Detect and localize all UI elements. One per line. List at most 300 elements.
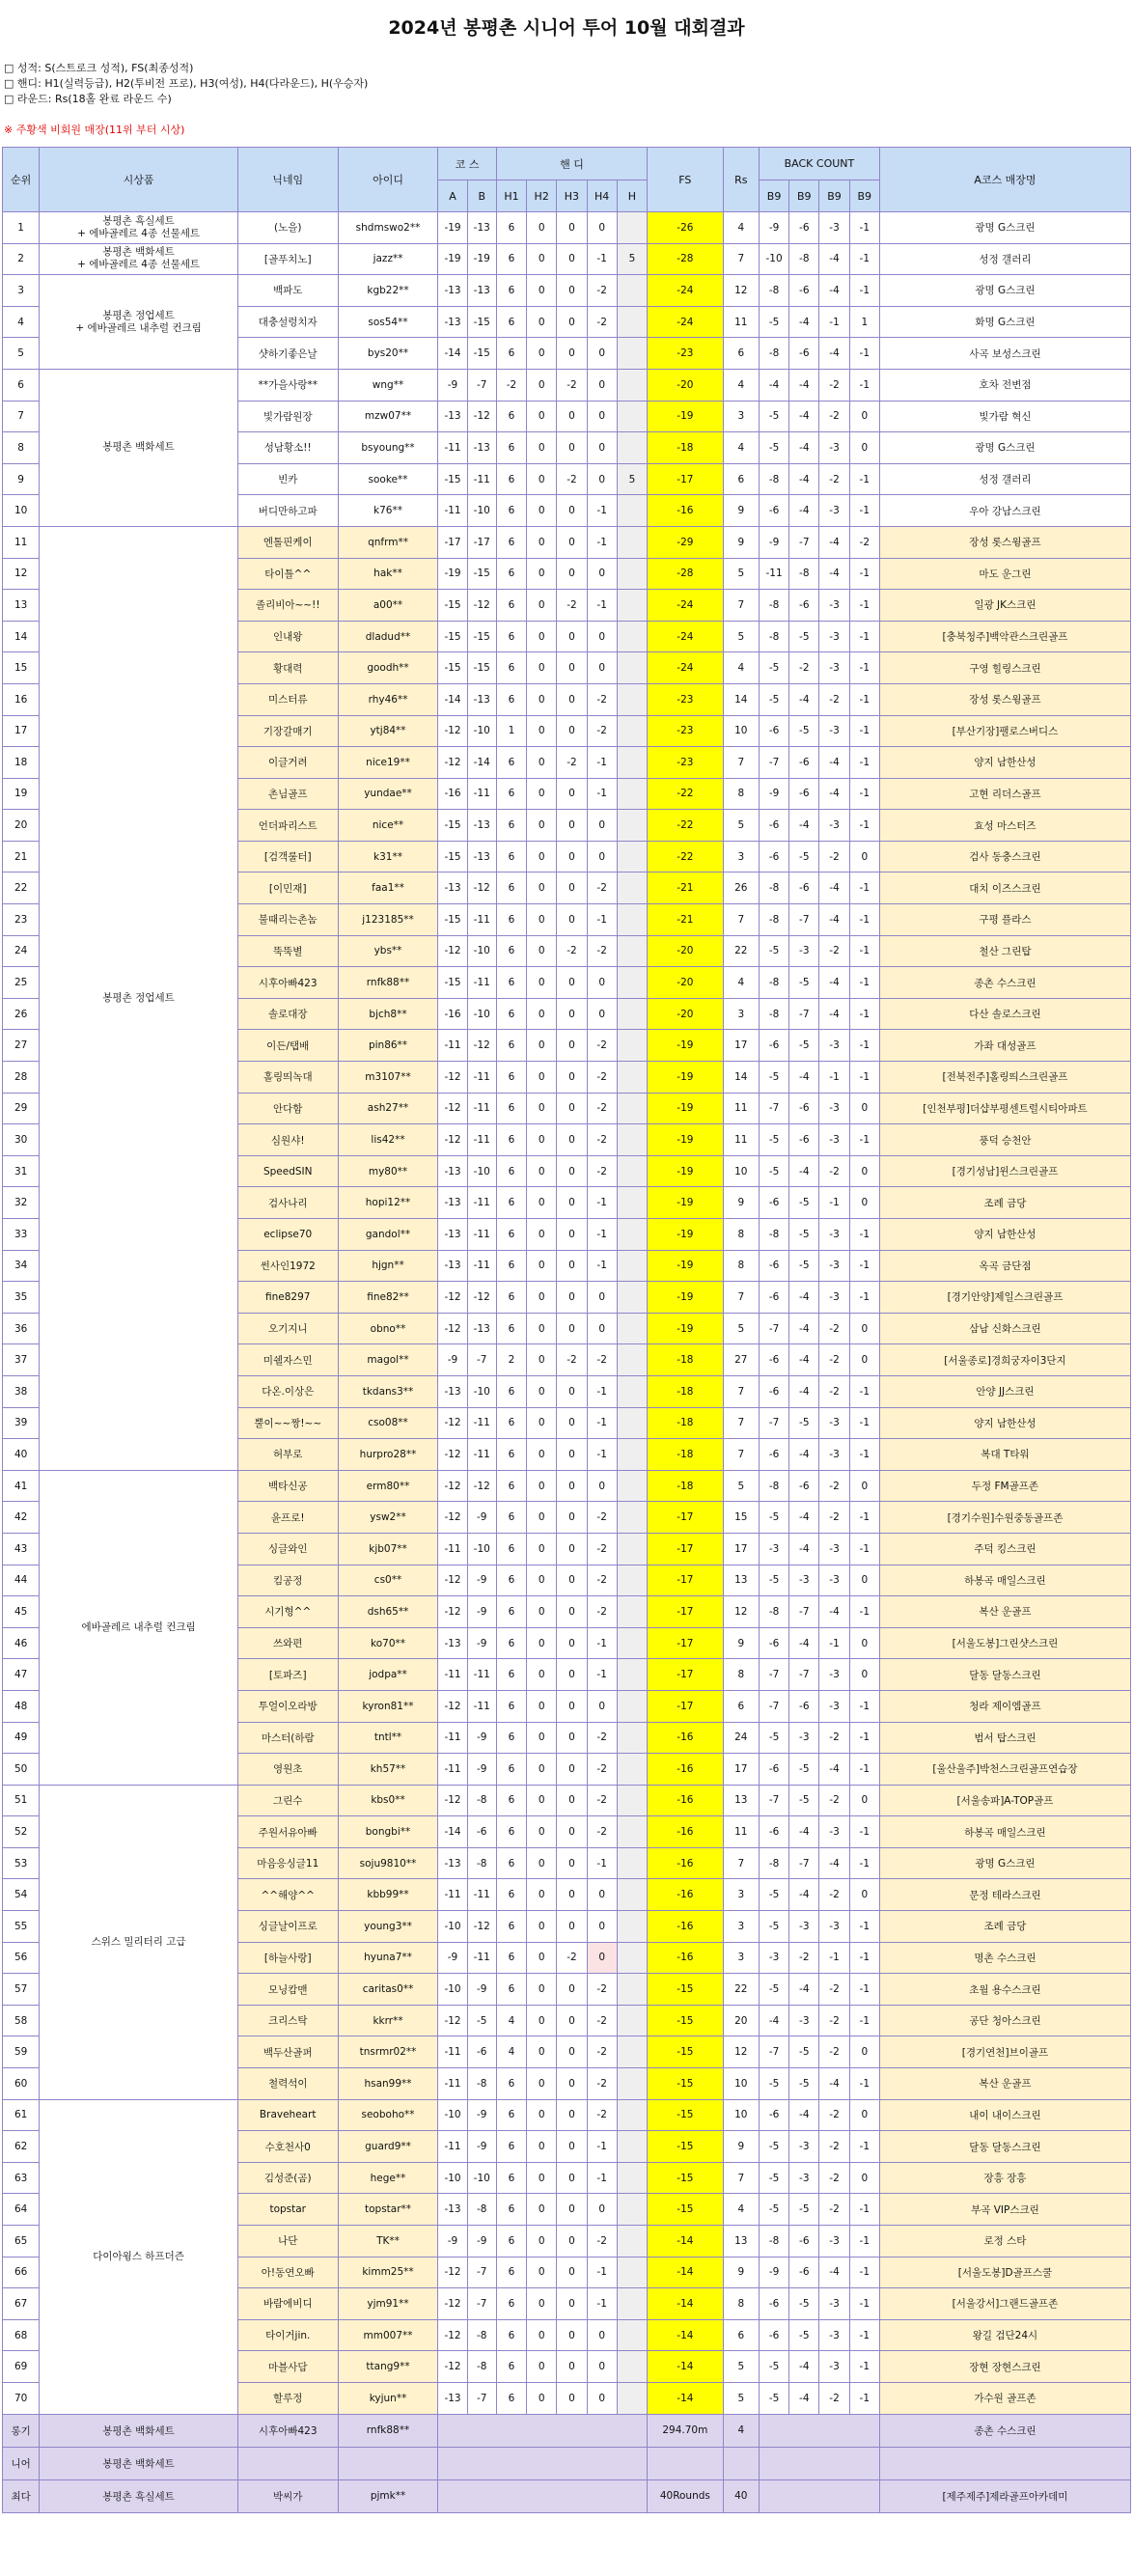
cell-a: -13	[438, 306, 467, 338]
cell-b: -15	[467, 558, 496, 590]
cell-a: -13	[438, 1155, 467, 1187]
cell-b9-2: -8	[789, 558, 819, 590]
cell-id: topstar**	[338, 2194, 438, 2226]
cell-h2: 0	[527, 1754, 557, 1786]
cell-id: kbs0**	[338, 1785, 438, 1816]
cell-b9-2: -4	[789, 1439, 819, 1471]
cell-h3: 0	[557, 621, 587, 652]
cell-rs: 3	[723, 998, 759, 1030]
cell-b: -10	[467, 2162, 496, 2194]
cell-a: -12	[438, 1596, 467, 1628]
cell-h3: 0	[557, 904, 587, 936]
cell-b9-4: 0	[849, 2036, 879, 2068]
cell-rs: 3	[723, 1879, 759, 1911]
cell-h3: 0	[557, 841, 587, 873]
cell-fs: -15	[648, 2068, 724, 2100]
cell-id: cs0**	[338, 1565, 438, 1596]
cell-h1: 6	[496, 1187, 526, 1219]
cell-id: goodh**	[338, 652, 438, 684]
award-fs: 40Rounds	[648, 2479, 724, 2512]
cell-nick: 쓰와편	[237, 1627, 338, 1659]
cell-h3: -2	[557, 463, 587, 495]
cell-id: dsh65**	[338, 1596, 438, 1628]
cell-h	[617, 526, 647, 558]
cell-id: nice19**	[338, 747, 438, 779]
cell-fs: -19	[648, 1030, 724, 1062]
cell-store: 양지 남한산성	[879, 747, 1130, 779]
cell-id: bys20**	[338, 338, 438, 370]
cell-b9-2: -4	[789, 2099, 819, 2131]
cell-rs: 7	[723, 1375, 759, 1407]
cell-h	[617, 810, 647, 842]
cell-rs: 9	[723, 1187, 759, 1219]
cell-store: [인천부평]더샵부평센트럴시티아파트	[879, 1093, 1130, 1124]
cell-nick: 김성준(곰)	[237, 2162, 338, 2194]
cell-h2: 0	[527, 1375, 557, 1407]
cell-b9-4: -1	[849, 873, 879, 904]
cell-b9-4: 0	[849, 1785, 879, 1816]
cell-fs: -15	[648, 2131, 724, 2163]
cell-h2: 0	[527, 873, 557, 904]
cell-b9-4: -1	[849, 621, 879, 652]
cell-h	[617, 935, 647, 967]
cell-a: -14	[438, 1816, 467, 1848]
cell-h4: 0	[587, 558, 617, 590]
cell-h1: 6	[496, 526, 526, 558]
cell-nick: 빈카	[237, 463, 338, 495]
legend-round: □ 라운드: Rs(18홀 완료 라운드 수)	[4, 93, 172, 105]
cell-b: -9	[467, 2226, 496, 2257]
cell-id: young3**	[338, 1911, 438, 1943]
cell-h	[617, 1816, 647, 1848]
cell-rank: 30	[3, 1124, 40, 1156]
cell-nick: 크리스탁	[237, 2005, 338, 2036]
cell-b: -13	[467, 841, 496, 873]
cell-rank: 4	[3, 306, 40, 338]
award-label: 니어	[3, 2447, 40, 2479]
cell-b9-1: -9	[759, 778, 788, 810]
cell-h4: -1	[587, 495, 617, 527]
cell-store: 풍덕 승천안	[879, 1124, 1130, 1156]
cell-b9-1: -4	[759, 369, 788, 401]
cell-b: -13	[467, 212, 496, 244]
cell-a: -10	[438, 1974, 467, 2006]
cell-h4: -2	[587, 1785, 617, 1816]
award-blank	[759, 2447, 879, 2479]
cell-nick: topstar	[237, 2194, 338, 2226]
cell-h2: 0	[527, 1942, 557, 1974]
cell-h4: -2	[587, 2099, 617, 2131]
cell-rs: 5	[723, 621, 759, 652]
cell-nick: 졸리비아~~!!	[237, 590, 338, 622]
cell-rank: 24	[3, 935, 40, 967]
prize-group: 봉평촌 정업세트	[40, 526, 238, 1470]
cell-b9-3: -2	[819, 1155, 849, 1187]
cell-nick: (노을)	[237, 212, 338, 244]
cell-b9-4: 0	[849, 1093, 879, 1124]
cell-nick: 대충설렁치자	[237, 306, 338, 338]
cell-store: 장현 장현스크린	[879, 2351, 1130, 2383]
cell-h	[617, 2099, 647, 2131]
cell-rank: 44	[3, 1565, 40, 1596]
cell-b9-3: -4	[819, 1847, 849, 1879]
cell-b9-3: -2	[819, 1722, 849, 1754]
cell-b9-4: 0	[849, 2099, 879, 2131]
cell-rank: 61	[3, 2099, 40, 2131]
cell-b9-3: -4	[819, 1596, 849, 1628]
cell-b9-4: -1	[849, 715, 879, 747]
cell-h	[617, 558, 647, 590]
cell-fs: -15	[648, 2005, 724, 2036]
cell-h1: 6	[496, 1407, 526, 1439]
cell-nick: 불때리는촌놈	[237, 904, 338, 936]
cell-rank: 60	[3, 2068, 40, 2100]
cell-store: [전북전주]홀링띄스크린골프	[879, 1062, 1130, 1094]
cell-rs: 12	[723, 275, 759, 307]
cell-b9-3: -3	[819, 2288, 849, 2320]
cell-h4: -2	[587, 1565, 617, 1596]
cell-id: m3107**	[338, 1062, 438, 1094]
cell-b: -9	[467, 1974, 496, 2006]
cell-b9-2: -5	[789, 1250, 819, 1282]
cell-h4: -2	[587, 873, 617, 904]
cell-a: -12	[438, 2319, 467, 2351]
cell-rs: 4	[723, 652, 759, 684]
cell-h2: 0	[527, 401, 557, 432]
cell-h	[617, 2131, 647, 2163]
cell-b9-2: -4	[789, 1816, 819, 1848]
cell-b9-3: -4	[819, 526, 849, 558]
cell-h4: -1	[587, 2288, 617, 2320]
cell-b9-3: -4	[819, 904, 849, 936]
col-a: A	[438, 180, 467, 212]
cell-b9-2: -5	[789, 2319, 819, 2351]
cell-h2: 0	[527, 998, 557, 1030]
cell-a: -12	[438, 747, 467, 779]
cell-id: bjch8**	[338, 998, 438, 1030]
cell-b9-2: -5	[789, 2036, 819, 2068]
table-row	[3, 275, 1131, 307]
cell-a: -15	[438, 810, 467, 842]
cell-b9-1: -8	[759, 904, 788, 936]
cell-h2: 0	[527, 1344, 557, 1376]
cell-fs: -16	[648, 1816, 724, 1848]
cell-h2: 0	[527, 683, 557, 715]
cell-id: kbb99**	[338, 1879, 438, 1911]
cell-fs: -29	[648, 526, 724, 558]
cell-rs: 3	[723, 841, 759, 873]
cell-fs: -15	[648, 2162, 724, 2194]
col-fs: FS	[648, 148, 724, 212]
cell-h4: -2	[587, 1596, 617, 1628]
prize-group: 봉평촌 흑실세트 + 에바골레르 4종 선물세트	[40, 212, 238, 244]
cell-b: -8	[467, 1785, 496, 1816]
cell-h	[617, 2319, 647, 2351]
cell-h	[617, 1219, 647, 1251]
cell-h1: 6	[496, 998, 526, 1030]
cell-b9-2: -4	[789, 306, 819, 338]
cell-id: j123185**	[338, 904, 438, 936]
cell-b9-1: -6	[759, 1344, 788, 1376]
cell-rank: 21	[3, 841, 40, 873]
cell-b9-1: -8	[759, 275, 788, 307]
cell-h1: 4	[496, 2005, 526, 2036]
cell-b9-4: -1	[849, 1282, 879, 1314]
cell-id: nice**	[338, 810, 438, 842]
cell-a: -11	[438, 2068, 467, 2100]
cell-b9-4: 0	[849, 1627, 879, 1659]
cell-store: 검사 동충스크린	[879, 841, 1130, 873]
cell-id: wng**	[338, 369, 438, 401]
cell-fs: -16	[648, 1754, 724, 1786]
cell-rs: 10	[723, 2068, 759, 2100]
cell-h	[617, 1942, 647, 1974]
cell-b9-2: -4	[789, 1344, 819, 1376]
cell-a: -12	[438, 2288, 467, 2320]
cell-h4: -2	[587, 683, 617, 715]
cell-h3: 0	[557, 243, 587, 275]
cell-nick: eclipse70	[237, 1219, 338, 1251]
cell-fs: -17	[648, 1627, 724, 1659]
cell-b9-1: -5	[759, 935, 788, 967]
cell-b9-2: -6	[789, 212, 819, 244]
cell-rs: 11	[723, 306, 759, 338]
cell-a: -11	[438, 2131, 467, 2163]
cell-rs: 4	[723, 369, 759, 401]
cell-b9-4: -1	[849, 998, 879, 1030]
cell-b: -15	[467, 621, 496, 652]
cell-id: yundae**	[338, 778, 438, 810]
cell-rs: 27	[723, 1344, 759, 1376]
cell-id: dladud**	[338, 621, 438, 652]
cell-b9-3: -2	[819, 2162, 849, 2194]
results-table	[2, 147, 1131, 2513]
cell-b9-4: -1	[849, 1722, 879, 1754]
cell-b: -13	[467, 810, 496, 842]
cell-store: 장성 롯스윙골프	[879, 683, 1130, 715]
cell-store: [부산기장]팰로스버디스	[879, 715, 1130, 747]
cell-b9-1: -5	[759, 683, 788, 715]
cell-h3: 0	[557, 1596, 587, 1628]
cell-fs: -17	[648, 1533, 724, 1565]
cell-h4: 0	[587, 463, 617, 495]
cell-b9-2: -4	[789, 1627, 819, 1659]
cell-nick: 검사나리	[237, 1187, 338, 1219]
cell-b9-4: -1	[849, 275, 879, 307]
cell-h	[617, 590, 647, 622]
cell-b9-2: -5	[789, 1030, 819, 1062]
cell-b9-3: -3	[819, 715, 849, 747]
cell-nick: 이글거려	[237, 747, 338, 779]
cell-h	[617, 747, 647, 779]
cell-id: erm80**	[338, 1470, 438, 1502]
cell-store: 일광 JK스크린	[879, 590, 1130, 622]
cell-rank: 52	[3, 1816, 40, 1848]
cell-rank: 47	[3, 1659, 40, 1691]
cell-store: 대치 이즈스크린	[879, 873, 1130, 904]
cell-b9-3: -1	[819, 1942, 849, 1974]
cell-rs: 6	[723, 1690, 759, 1722]
cell-h2: 0	[527, 1533, 557, 1565]
cell-store: 달동 달동스크린	[879, 2131, 1130, 2163]
cell-h2: 0	[527, 621, 557, 652]
cell-h1: 6	[496, 2131, 526, 2163]
cell-b9-3: -4	[819, 778, 849, 810]
award-blank	[438, 2414, 648, 2447]
cell-id: rnfk88**	[338, 967, 438, 999]
cell-h3: 0	[557, 715, 587, 747]
cell-b9-1: -8	[759, 621, 788, 652]
cell-h4: 0	[587, 621, 617, 652]
cell-fs: -24	[648, 621, 724, 652]
cell-b: -11	[467, 1439, 496, 1471]
cell-rank: 33	[3, 1219, 40, 1251]
cell-id: bongbi**	[338, 1816, 438, 1848]
cell-h1: 6	[496, 904, 526, 936]
cell-h2: 0	[527, 243, 557, 275]
cell-nick: [하늘사랑]	[237, 1942, 338, 1974]
cell-fs: -22	[648, 841, 724, 873]
cell-fs: -17	[648, 1596, 724, 1628]
cell-nick: 썬사인1972	[237, 1250, 338, 1282]
cell-rank: 34	[3, 1250, 40, 1282]
cell-h	[617, 212, 647, 244]
col-nick: 닉네임	[237, 148, 338, 212]
cell-b9-3: -4	[819, 1754, 849, 1786]
cell-b9-1: -5	[759, 1502, 788, 1534]
cell-rs: 4	[723, 2194, 759, 2226]
cell-h4: -2	[587, 275, 617, 307]
cell-fs: -19	[648, 1124, 724, 1156]
cell-b: -14	[467, 747, 496, 779]
cell-b: -5	[467, 2005, 496, 2036]
cell-rank: 69	[3, 2351, 40, 2383]
cell-nick: [토파즈]	[237, 1659, 338, 1691]
cell-id: tkdans3**	[338, 1375, 438, 1407]
cell-a: -14	[438, 338, 467, 370]
cell-rs: 8	[723, 1659, 759, 1691]
cell-b9-2: -2	[789, 1942, 819, 1974]
cell-b9-1: -5	[759, 1722, 788, 1754]
cell-id: ybs**	[338, 935, 438, 967]
cell-b9-3: -4	[819, 967, 849, 999]
cell-h3: -2	[557, 935, 587, 967]
cell-a: -12	[438, 1062, 467, 1094]
prize-group: 에바골레르 내추럴 컨크림	[40, 1470, 238, 1785]
cell-b9-3: -3	[819, 1282, 849, 1314]
cell-a: -13	[438, 1847, 467, 1879]
cell-store: 고현 리더스골프	[879, 778, 1130, 810]
cell-a: -9	[438, 1344, 467, 1376]
cell-b9-2: -5	[789, 1754, 819, 1786]
cell-rank: 57	[3, 1974, 40, 2006]
legend-handicap: □ 핸디: H1(실력등급), H2(투비전 프로), H3(여성), H4(다라운드), H(우승자)	[4, 77, 369, 90]
cell-b9-2: -3	[789, 2005, 819, 2036]
cell-h1: 6	[496, 306, 526, 338]
cell-nick: 싱글날이프로	[237, 1911, 338, 1943]
col-prize: 시상품	[40, 148, 238, 212]
cell-h2: 0	[527, 212, 557, 244]
cell-h4: 0	[587, 2319, 617, 2351]
cell-b: -11	[467, 1250, 496, 1282]
cell-fs: -14	[648, 2382, 724, 2414]
cell-store: [울산울주]박천스크린골프연습장	[879, 1754, 1130, 1786]
cell-b9-2: -6	[789, 1470, 819, 1502]
cell-rs: 10	[723, 715, 759, 747]
cell-rank: 38	[3, 1375, 40, 1407]
cell-rank: 8	[3, 432, 40, 464]
cell-h3: -2	[557, 1344, 587, 1376]
cell-h2: 0	[527, 1062, 557, 1094]
legend-score: □ 성적: S(스트로크 성적), FS(최종성적)	[4, 62, 194, 74]
cell-rs: 4	[723, 432, 759, 464]
cell-b: -12	[467, 401, 496, 432]
cell-store: 구영 힐링스크린	[879, 652, 1130, 684]
cell-fs: -16	[648, 1879, 724, 1911]
cell-b9-1: -7	[759, 1785, 788, 1816]
cell-a: -12	[438, 2257, 467, 2288]
cell-rank: 53	[3, 1847, 40, 1879]
cell-rs: 8	[723, 1250, 759, 1282]
cell-b: -12	[467, 1470, 496, 1502]
cell-b9-4: 0	[849, 1155, 879, 1187]
cell-h	[617, 2005, 647, 2036]
cell-h2: 0	[527, 935, 557, 967]
cell-rank: 1	[3, 212, 40, 244]
cell-rs: 26	[723, 873, 759, 904]
cell-id: kyron81**	[338, 1690, 438, 1722]
cell-b: -9	[467, 1502, 496, 1534]
cell-h1: 1	[496, 715, 526, 747]
cell-rs: 17	[723, 1030, 759, 1062]
cell-h4: -1	[587, 1659, 617, 1691]
award-nick: 박씨가	[237, 2479, 338, 2512]
cell-b9-1: -5	[759, 401, 788, 432]
cell-b9-1: -5	[759, 652, 788, 684]
cell-a: -11	[438, 495, 467, 527]
cell-rank: 48	[3, 1690, 40, 1722]
cell-b: -10	[467, 495, 496, 527]
cell-h4: 0	[587, 841, 617, 873]
cell-h3: 0	[557, 810, 587, 842]
cell-rank: 25	[3, 967, 40, 999]
cell-fs: -19	[648, 1282, 724, 1314]
cell-rank: 42	[3, 1502, 40, 1534]
cell-rank: 20	[3, 810, 40, 842]
cell-b9-3: -3	[819, 1093, 849, 1124]
cell-h1: 6	[496, 2382, 526, 2414]
cell-h3: 0	[557, 2162, 587, 2194]
cell-h4: -1	[587, 1627, 617, 1659]
cell-h3: 0	[557, 401, 587, 432]
cell-b9-3: -2	[819, 1785, 849, 1816]
cell-id: ash27**	[338, 1093, 438, 1124]
cell-id: ysw2**	[338, 1502, 438, 1534]
cell-rs: 7	[723, 2162, 759, 2194]
cell-b9-3: -4	[819, 998, 849, 1030]
cell-a: -13	[438, 1187, 467, 1219]
cell-h3: 0	[557, 1722, 587, 1754]
cell-b: -10	[467, 715, 496, 747]
cell-id: hyuna7**	[338, 1942, 438, 1974]
cell-b9-1: -7	[759, 1313, 788, 1344]
cell-fs: -28	[648, 243, 724, 275]
cell-nick: [검객룰터]	[237, 841, 338, 873]
cell-h2: 0	[527, 1250, 557, 1282]
cell-a: -9	[438, 2226, 467, 2257]
cell-h4: -1	[587, 904, 617, 936]
cell-b9-3: -1	[819, 1062, 849, 1094]
